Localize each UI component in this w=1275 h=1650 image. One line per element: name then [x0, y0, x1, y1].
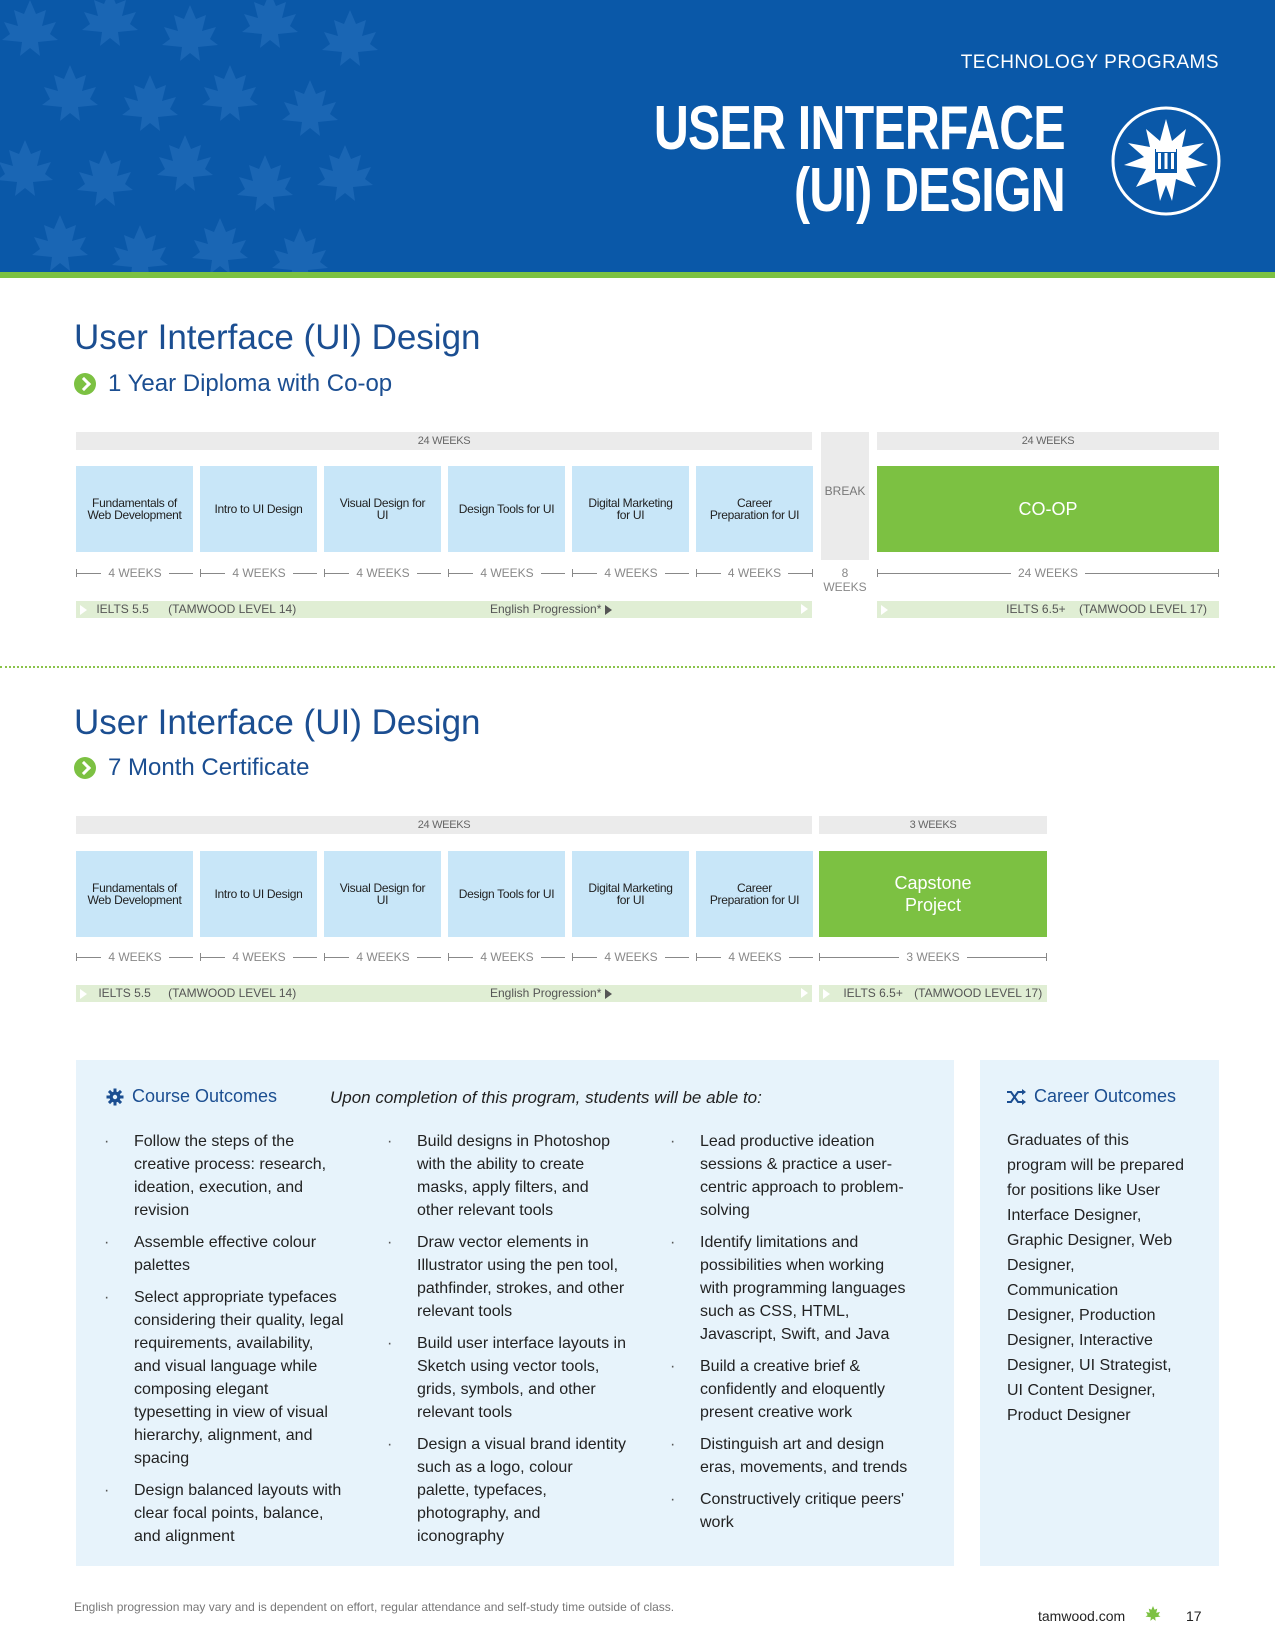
certificate-course-4-duration: 4 WEEKS [448, 950, 565, 964]
course-name: Visual Design for UI [339, 881, 426, 907]
diploma-course-5-duration: 4 WEEKS [572, 566, 689, 580]
list-item: · Design a visual brand identity such as a logo, colour palette, typefaces, photography, and iconography [387, 1433, 627, 1548]
header-banner [0, 0, 1275, 272]
play-arrow-icon [80, 605, 87, 615]
career-outcomes-panel [980, 1060, 1219, 1566]
certificate-course-2 [200, 851, 317, 937]
career-outcomes-heading-text: Career Outcomes [1034, 1086, 1177, 1106]
footer-site-link[interactable]: tamwood.com [1038, 1608, 1126, 1624]
list-item: · Constructively critique peers' work [670, 1488, 910, 1534]
certificate-course-6 [696, 851, 813, 937]
ielts-start: IELTS 5.5 [96, 602, 149, 616]
certificate-subtitle [74, 754, 309, 782]
play-arrow-icon [801, 988, 808, 998]
break-label: BREAK [824, 484, 866, 498]
diploma-course-3-duration: 4 WEEKS [324, 566, 441, 580]
gear-icon [106, 1088, 124, 1106]
diploma-subtitle [74, 370, 392, 398]
diploma-coop-block: CO-OP [877, 466, 1219, 552]
certificate-course-6-duration: 4 WEEKS [696, 950, 813, 964]
page-title [654, 94, 1065, 225]
list-item: · Follow the steps of the creative process: research, ideation, execution, and revision [104, 1130, 344, 1222]
list-item: · Assemble effective colour palettes [104, 1231, 344, 1277]
diploma-course-2-duration: 4 WEEKS [200, 566, 317, 580]
list-item: · Distinguish art and design eras, movements, and trends [670, 1433, 910, 1479]
break-weeks-number: 8 [841, 566, 849, 580]
course-name: Design Tools for UI [458, 887, 555, 901]
certificate-course-4 [448, 851, 565, 937]
list-item: · Lead productive ideation sessions & practice a user-centric approach to problem-solving [670, 1130, 910, 1222]
certificate-english-target-bar [819, 985, 1047, 1002]
play-arrow-icon [823, 989, 830, 999]
course-outcomes-panel [76, 1060, 954, 1566]
play-arrow-icon [80, 989, 87, 999]
maple-leaf-icon [1145, 1606, 1161, 1622]
diploma-course-1-duration: 4 WEEKS [76, 566, 193, 580]
diploma-course-1 [76, 466, 193, 552]
course-outcomes-heading-text: Course Outcomes [132, 1086, 278, 1106]
career-outcomes-text: Graduates of this program will be prepared for positions like User Interface Designer, Graphic Designer, Web Designer, Communication Designer, Production Designer, Interactive Designer, UI Strategist, UI Content Designer, Product Designer [1007, 1132, 1184, 1424]
diploma-english-progression-bar [76, 601, 812, 618]
level-start: (TAMWOOD LEVEL 14) [168, 986, 297, 1000]
level-end: (TAMWOOD LEVEL 17) [914, 986, 1043, 1000]
certificate-course-5-duration: 4 WEEKS [572, 950, 689, 964]
diploma-course-4 [448, 466, 565, 552]
progression-label: English Progression* [490, 601, 612, 618]
diploma-coop-duration: 24 WEEKS [877, 566, 1219, 580]
section-divider [0, 666, 1275, 668]
shuffle-icon [1006, 1089, 1026, 1105]
list-item: · Draw vector elements in Illustrator using the pen tool, pathfinder, strokes, and other relevant tools [387, 1231, 627, 1323]
play-arrow-icon [605, 989, 612, 999]
certificate-course-2-duration: 4 WEEKS [200, 950, 317, 964]
diploma-section-title: User Interface (UI) Design [74, 318, 481, 357]
certificate-course-1-duration: 4 WEEKS [76, 950, 193, 964]
diploma-course-2 [200, 466, 317, 552]
diploma-course-5 [572, 466, 689, 552]
play-arrow-icon [605, 605, 612, 615]
course-name: Digital Marketing for UI [588, 496, 673, 522]
chevron-right-icon [74, 757, 96, 779]
english-target: IELTS 6.5+ (TAMWOOD LEVEL 17) [1006, 602, 1207, 616]
diploma-subtitle-text: 1 Year Diploma with Co-op [108, 370, 393, 397]
course-name: Career Preparation for UI [709, 881, 800, 907]
certificate-section-title: User Interface (UI) Design [74, 703, 481, 742]
course-name: Fundamentals of Web Development [87, 496, 182, 522]
progression-label: English Progression* [490, 985, 612, 1002]
course-name: Fundamentals of Web Development [87, 881, 182, 907]
diploma-break-duration [821, 566, 869, 594]
outcomes-column-1 [104, 1130, 344, 1557]
certificate-capstone-weeks-bar: 3 WEEKS [819, 816, 1047, 834]
play-arrow-icon [801, 604, 808, 614]
certificate-course-1 [76, 851, 193, 937]
break-weeks-unit: WEEKS [823, 580, 867, 594]
list-item: · Build user interface layouts in Sketch using vector tools, grids, symbols, and other relevant tools [387, 1332, 627, 1424]
course-outcomes-heading [106, 1086, 277, 1107]
diploma-break-block [821, 432, 869, 560]
chevron-right-icon [74, 373, 96, 395]
course-name: Visual Design for UI [339, 496, 426, 522]
certificate-capstone-block [819, 851, 1047, 937]
list-item: · Select appropriate typefaces considering their quality, legal requirements, availability, and visual language while composing elegant typesetting in view of visual hierarchy, alignment, and spacing [104, 1286, 344, 1470]
ielts-end: IELTS 6.5+ [843, 986, 903, 1000]
diploma-course-6-duration: 4 WEEKS [696, 566, 813, 580]
certificate-course-3-duration: 4 WEEKS [324, 950, 441, 964]
certificate-capstone-duration: 3 WEEKS [819, 950, 1047, 964]
header-accent-stripe [0, 272, 1275, 278]
play-arrow-icon [881, 605, 888, 615]
course-name: Digital Marketing for UI [588, 881, 673, 907]
footnote: English progression may vary and is dependent on effort, regular attendance and self-study time outside of class. [74, 1600, 675, 1614]
course-name: Intro to UI Design [214, 502, 303, 516]
course-outcomes-intro: Upon completion of this program, students will be able to: [330, 1088, 762, 1107]
list-item: · Design balanced layouts with clear focal points, balance, and alignment [104, 1479, 344, 1548]
course-name: Intro to UI Design [214, 887, 303, 901]
diploma-coop-weeks-bar: 24 WEEKS [877, 432, 1219, 450]
page-title-line2: (UI) DESIGN [794, 156, 1065, 225]
diploma-course-6 [696, 466, 813, 552]
level-start: (TAMWOOD LEVEL 14) [168, 602, 297, 616]
career-outcomes-heading [1006, 1086, 1176, 1107]
outcomes-column-3 [670, 1130, 910, 1543]
certificate-study-weeks-bar: 24 WEEKS [76, 816, 812, 834]
header-eyebrow: TECHNOLOGY PROGRAMS [960, 52, 1219, 73]
course-name: Career Preparation for UI [709, 496, 800, 522]
diploma-english-target-bar [877, 601, 1219, 618]
outcomes-column-2 [387, 1130, 627, 1557]
course-name: Design Tools for UI [458, 502, 555, 516]
diploma-course-3 [324, 466, 441, 552]
page-title-line1: USER INTERFACE [654, 94, 1065, 163]
diploma-course-4-duration: 4 WEEKS [448, 566, 565, 580]
ielts-start: IELTS 5.5 [98, 986, 151, 1000]
maple-crest-icon [1110, 105, 1222, 217]
list-item: · Build designs in Photoshop with the ability to create masks, apply filters, and other relevant tools [387, 1130, 627, 1222]
capstone-label: Capstone Project [894, 873, 972, 915]
certificate-course-5 [572, 851, 689, 937]
certificate-course-3 [324, 851, 441, 937]
list-item: · Build a creative brief & confidently and eloquently present creative work [670, 1355, 910, 1424]
page-number: 17 [1186, 1608, 1202, 1624]
diploma-study-weeks-bar: 24 WEEKS [76, 432, 812, 450]
certificate-english-progression-bar [76, 985, 812, 1002]
maple-leaf-pattern-icon [0, 0, 430, 272]
certificate-subtitle-text: 7 Month Certificate [108, 754, 310, 781]
list-item: · Identify limitations and possibilities when working with programming languages such as CSS, HTML, Javascript, Swift, and Java [670, 1231, 910, 1346]
